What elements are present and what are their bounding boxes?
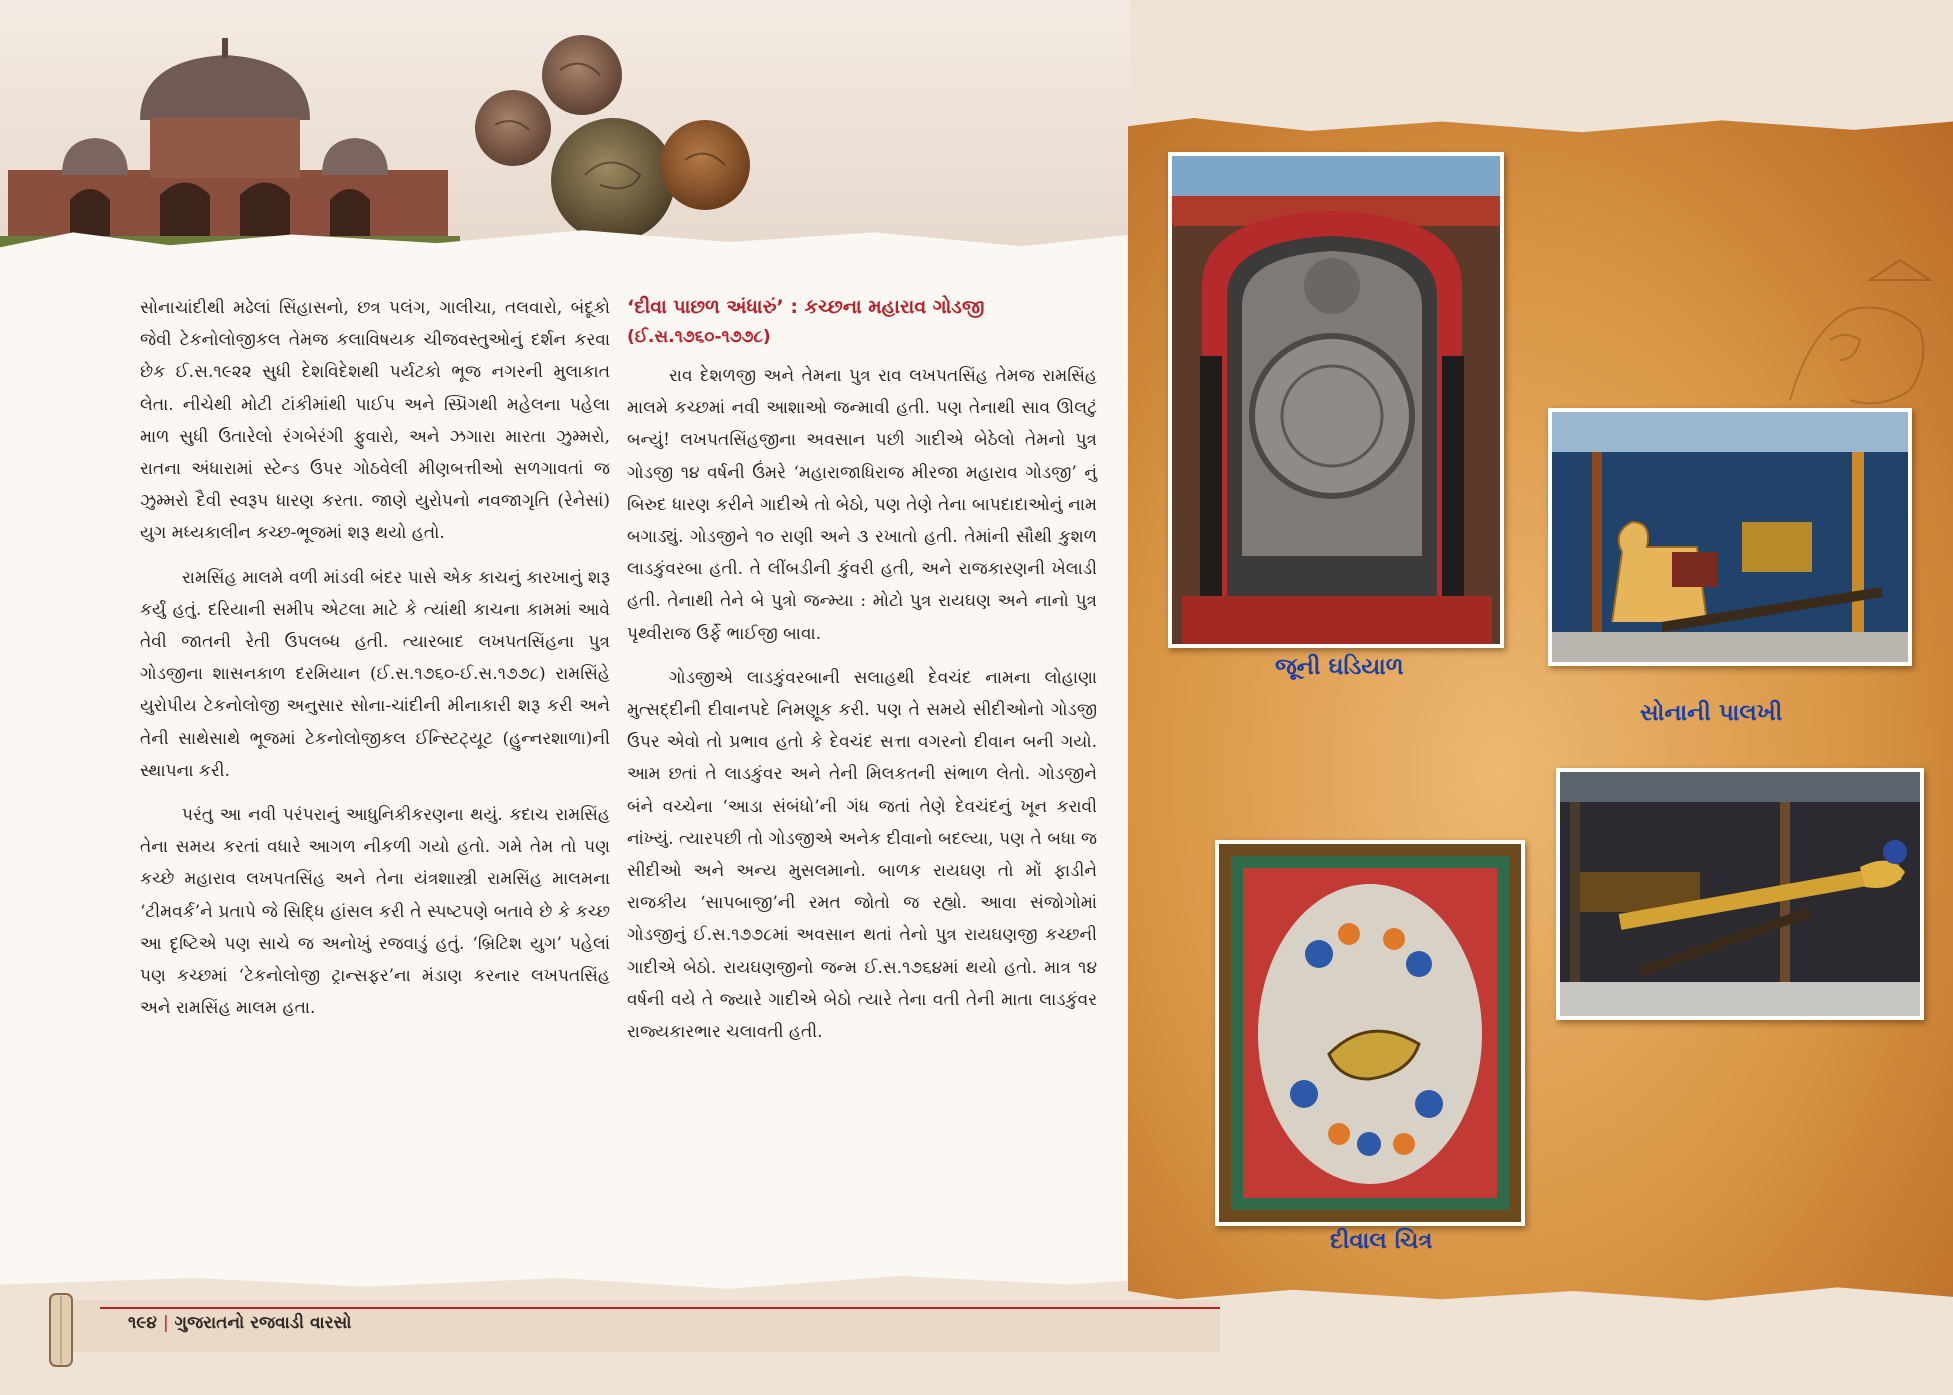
- left-article-column: [140, 292, 610, 1036]
- wall-painting-caption: દીવાલ ચિત્ર: [1330, 1228, 1433, 1254]
- old-clock-photo: [1168, 152, 1504, 648]
- scroll-icon: [44, 1290, 78, 1370]
- page-number: ૧૯૪: [128, 1313, 157, 1333]
- paragraph: પરંતુ આ નવી પરંપરાનું આધુનિકીકરણના થયું. કદાચ રામસિંહ તેના સમય કરતાં વધારે આગળ નીકળી ગયો હતો. ગમે તેમ તો પણ કચ્છે મહારાવ લખપતસિંહ અને તેના યંત્રશાસ્ત્રી રામસિંહ માલમના ‘ટીમવર્ક’ને પ્રતાપે જે સિદ્ધિ હાંસલ કરી તે સ્પષ્ટપણે બતાવે છે કે કચ્છ આ દૃષ્ટિએ પણ સાચે જ અનોખું રજવાડું હતું. ‘બ્રિટિશ યુગ’ પહેલાં પણ કચ્છમાં ‘ટેકનોલોજી ટ્રાન્સફર’ના મંડાણ કરનાર લખપતસિંહ અને રામસિંહ માલમ હતા.: [140, 805, 610, 1019]
- paragraph: સોનાચાંદીથી મઢેલાં સિંહાસનો, છત્ર પલંગ, ગાલીચા, તલવારો, બંદૂકો જેવી ટેકનોલોજીકલ તેમજ કલાવિષયક ચીજવસ્તુઓનું દર્શન કરવા છેક ઈ.સ.૧૯૨૨ સુધી દેશવિદેશથી પર્યટકો ભૂજ નગરની મુલાકાત લેતા. નીચેથી મોટી ટાંકીમાંથી પાઈપ અને સ્પ્રિંગથી મહેલના પહેલા માળ સુધી ઉતારેલો રંગબેરંગી ફુવારો, અને ઝગારા મારતા ઝુમ્મરો, રાતના અંધારામાં સ્ટેન્ડ ઉપર ગોઠવેલી મીણબત્તીઓ સળગાવતાં જ ઝુમ્મરો દૈવી સ્વરૂપ ધારણ કરતા. જાણે યુરોપનો નવજાગૃતિ (રેનેસાં) યુગ મધ્યકાલીન કચ્છ-ભૂજમાં શરૂ થયો હતો.: [140, 298, 610, 544]
- palanquin-caption: સોનાની પાલખી: [1640, 700, 1783, 726]
- wall-painting-photo: [1215, 840, 1525, 1226]
- section-heading: ‘દીવા પાછળ અંધારું’ : કચ્છના મહારાવ ગોડજી: [627, 296, 985, 318]
- paragraph: રામસિંહ માલમે વળી માંડવી બંદર પાસે એક કાચનું કારખાનું શરૂ કર્યું હતું. દરિયાની સમીપ એટલા માટે કે ત્યાંથી કાચના કામમાં આવે તેવી જાતની રેતી ઉપલબ્ધ હતી. ત્યારબાદ લખપતસિંહના પુત્ર ગોડજીના શાસનકાળ દરમિયાન (ઈ.સ.૧૭૬૦-ઈ.સ.૧૭૭૮) રામસિંહે યુરોપીય ટેકનોલોજી અનુસાર સોના-ચાંદીની મીનાકારી શરૂ કરી અને તેની સાથેસાથે ભૂજમાં ટેકનોલોજીકલ ઈન્સ્ટિટ્યૂટ (હુન્નરશાળા)ની સ્થાપના કરી.: [140, 567, 610, 781]
- golden-palanquin-photo: [1548, 408, 1912, 666]
- palanquin-poles-photo: [1556, 768, 1924, 1020]
- paragraph: ગોડજીએ લાડકુંવરબાની સલાહથી દેવચંદ નામના લોહાણા મુત્સદ્દીની દીવાનપદે નિમણૂક કરી. પણ તે સમયે સીદીઓનો ગોડજી ઉપર એવો તો પ્રભાવ હતો કે દેવચંદ સત્તા વગરનો દીવાન બની ગયો. આમ છતાં તે લાડકુંવર અને તેની મિલકતની સંભાળ લેતો. ગોડજીને બંને વચ્ચેના ‘આડા સંબંધો’ની ગંધ જતાં તેણે દેવચંદનું ખૂન કરાવી નાંખ્યું. ત્યારપછી તો ગોડજીએ અનેક દીવાનો બદલ્યા, પણ તે બધા જ સીદીઓ અને અન્ય મુસલમાનો. બાળક રાયઘણ તો મોં ફાડીને રાજકીય ‘સાપબાજી’ની રમત જોતો જ રહ્યો. આવા સંજોગોમાં ગોડજીનું ઈ.સ.૧૭૭૮માં અવસાન થતાં તેનો પુત્ર રાયઘણજી કચ્છની ગાદીએ બેઠો. રાયઘણજીનો જન્મ ઈ.સ.૧૭૬૪માં થયો હતો. માત્ર ૧૪ વર્ષની વયે તે જ્યારે ગાદીએ બેઠો ત્યારે તેના વતી તેની માતા લાડકુંવર રાજ્યકારભાર ચલાવતી હતી.: [627, 667, 1097, 1043]
- book-title: ગુજરાતનો રજવાડી વારસો: [174, 1313, 352, 1333]
- paragraph: રાવ દેશળજી અને તેમના પુત્ર રાવ લખપતસિંહ તેમજ રામસિંહ માલમે કચ્છમાં નવી આશાઓ જન્માવી હતી. પણ તેનાથી સાવ ઊલટું બન્યું! લખપતસિંહજીના અવસાન પછી ગાદીએ બેઠેલો તેમનો પુત્ર ગોડજી ૧૪ વર્ષની ઉંમરે ‘મહારાજાધિરાજ મીરજા મહારાવ ગોડજી’ નું બિરુદ ધારણ કરીને ગાદીએ તો બેઠો, પણ તેણે તેના બાપદાદાઓનું નામ બગાડ્યું. ગોડજીને ૧૦ રાણી અને ૩ રખાતો હતી. તેમાંની સૌથી કુશળ લાડકુંવરબા હતી. તે લીંબડીની કુંવરી હતી, અને રાજકારણની ખેલાડી હતી. તેનાથી તેને બે પુત્રો જન્મ્યા : મોટો પુત્ર રાયઘણ અને નાનો પુત્ર પૃથ્વીરાજ ઉર્ફે ભાઈજી બાવા.: [627, 366, 1097, 644]
- clock-caption: જૂની ઘડિયાળ: [1275, 654, 1404, 680]
- right-article-column: [627, 292, 1097, 1060]
- lion-sketch-decoration: [1770, 250, 1950, 430]
- page-footer: [128, 1313, 352, 1333]
- header-artwork: [0, 0, 1130, 260]
- footer-separator: |: [162, 1313, 169, 1333]
- section-subheading: (ઈ.સ.૧૭૬૦-૧૭૭૮): [627, 327, 771, 347]
